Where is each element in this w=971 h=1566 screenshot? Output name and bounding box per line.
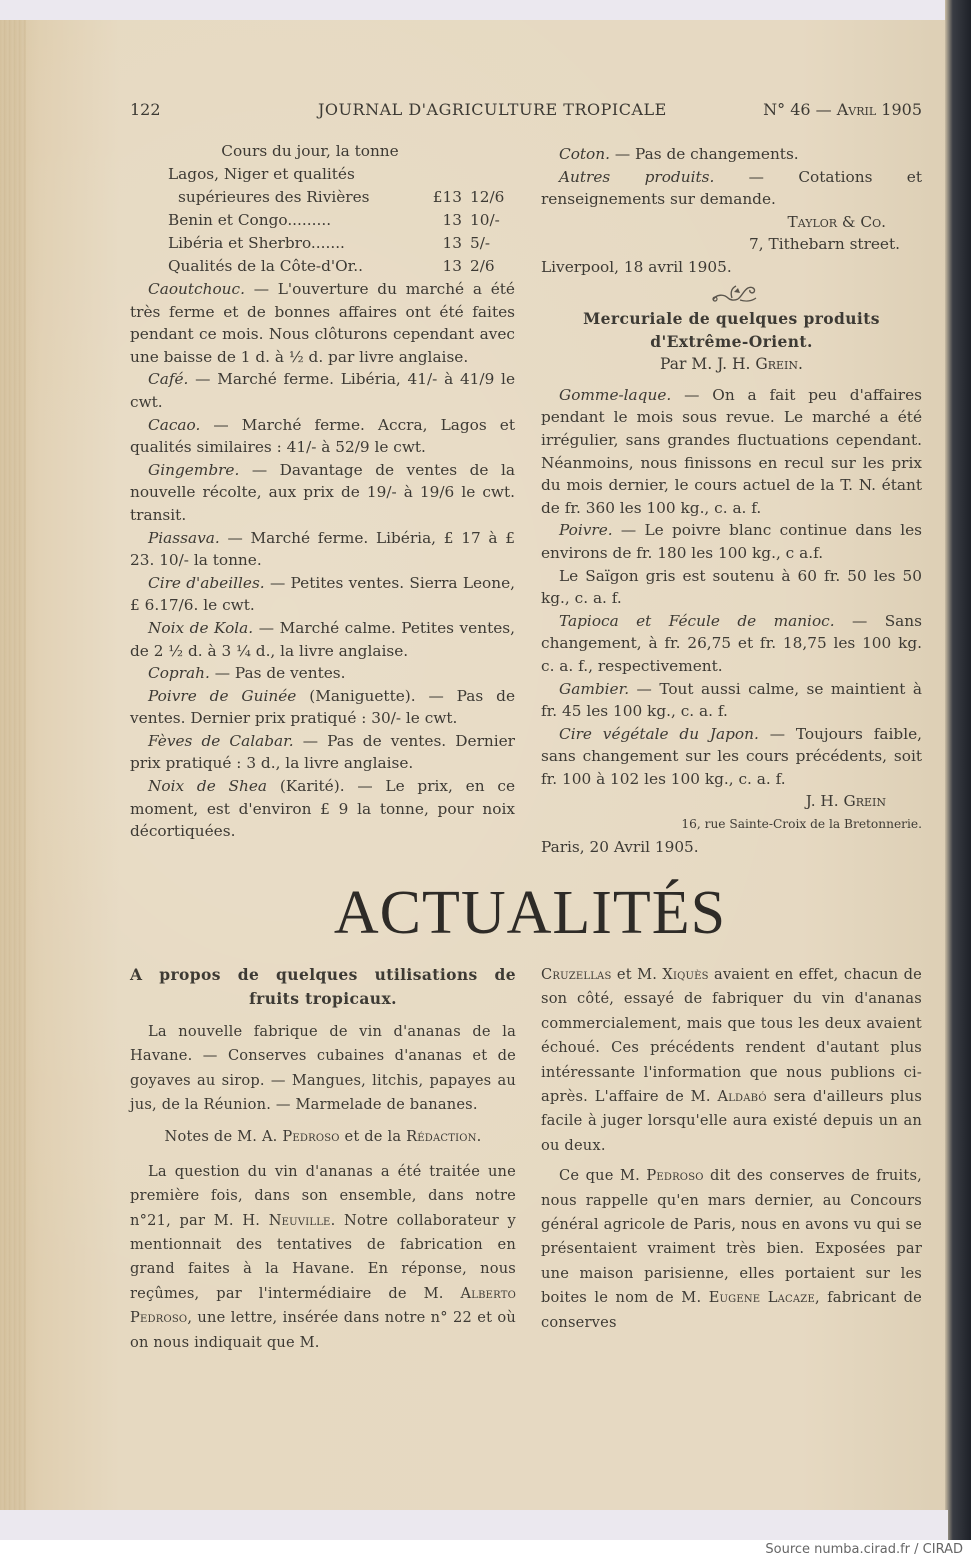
entry-caoutchouc: Caoutchouc. — L'ouverture du marché a été très ferme et de bonnes affaires ont été faites pendant ce mois. Nous clôturons cependant avec une baisse de 1 d. à ½ d. par livre anglaise. bbox=[130, 280, 515, 366]
entry-gingembre: Gingembre. — Davantage de ventes de la nouvelle récolte, aux prix de 19/- à 19/6 le cwt. transit. bbox=[130, 460, 515, 524]
article-paragraph: La question du vin d'ananas a été traitée une première fois, dans son ensemble, dans notre n°21, par M. H. Neuville. Notre collaborateur y mentionnait des tentatives de fabrication en grand faites à la Havane. En réponse, nous reçûmes, par l'intermédiaire de M. Alberto Pedroso, une lettre, insérée dans notre n° 22 et où on nous indiquait que M. bbox=[130, 1162, 516, 1351]
article-paragraph: Cruzellas et M. Xiquès avaient en effet, chacun de son côté, essayé de fabriquer du vin d'ananas commercialement, mais que tous les deux avaient échoué. Ces précédents rendent d'autant plus intéressante l'information que nous publions ci-après. L'affaire de M. Aldabó sera d'ailleurs plus facile à juger lorsqu'elle aura existé depuis un an ou deux. bbox=[541, 966, 923, 1154]
price-row: supérieures des Rivières £13 12/6 bbox=[178, 188, 505, 206]
article-summary: La nouvelle fabrique de vin d'ananas de la Havane. — Conserves cubaines d'ananas et de goyaves au sirop. — Mangues, litchis, papayes au jus, de la Réunion. — Marmelade de bananes. bbox=[130, 1022, 516, 1114]
market-report-right bbox=[541, 143, 922, 279]
entry-cire-vegetale: Cire végétale du Japon. — Toujours faible, sans changement sur les cours précédents, soit fr. 100 à 102 les 100 kg., c. a. f. bbox=[541, 724, 922, 788]
article-notes-credit: Notes de M. A. Pedroso et de la Rédaction. bbox=[164, 1128, 482, 1146]
price-row: Lagos, Niger et qualités bbox=[168, 165, 355, 183]
entry-cacao: Cacao. — Marché ferme. Accra, Lagos et qualités similaires : 41/- à 52/9 le cwt. bbox=[130, 415, 515, 457]
address-grein: 16, rue Sainte-Croix de la Bretonnerie. bbox=[681, 817, 922, 832]
dateline-liverpool: Liverpool, 18 avril 1905. bbox=[541, 257, 732, 276]
running-head bbox=[130, 100, 922, 122]
scan-background-top bbox=[0, 0, 971, 20]
entry-noix-kola: Noix de Kola. — Marché calme. Petites ventes, de 2 ½ d. à 3 ¼ d., la livre anglaise. bbox=[130, 618, 515, 660]
price-list-caption: Cours du jour, la tonne bbox=[221, 142, 399, 160]
price-list bbox=[130, 140, 520, 278]
page-number: 122 bbox=[130, 100, 161, 119]
fleuron-ornament-icon bbox=[710, 282, 760, 304]
entry-noix-shea: Noix de Shea (Karité). — Le prix, en ce moment, est d'environ £ 9 la tonne, pour noix décortiquées. bbox=[130, 777, 515, 841]
page-stack-edge bbox=[0, 20, 26, 1510]
article-paragraph: Ce que M. Pedroso dit des conserves de fruits, nous rappelle qu'en mars dernier, au Concours général agricole de Paris, nous en avons vu qui se présentaient vraiment très bien. Exposées par une maison parisienne, elles portaient sur les boites le nom de M. Eugene Lacaze, fabricant de conserves bbox=[541, 1167, 922, 1331]
article-title-line1: A propos de quelques utilisations de bbox=[130, 965, 516, 984]
mercuriale-section bbox=[541, 308, 922, 858]
entry-cire-abeilles: Cire d'abeilles. — Petites ventes. Sierra Leone, £ 6.17/6. le cwt. bbox=[130, 573, 516, 615]
dateline-paris: Paris, 20 Avril 1905. bbox=[541, 837, 699, 856]
article-title-line2: fruits tropicaux. bbox=[249, 989, 397, 1009]
entry-tapioca: Tapioca et Fécule de manioc. — Sans changement, à fr. 26,75 et fr. 18,75 les 100 kg. c. a. f., respectivement. bbox=[541, 611, 922, 675]
article-right-column bbox=[541, 963, 922, 1335]
entry-saigon: Le Saïgon gris est soutenu à 60 fr. 50 les 50 kg., c. a. f. bbox=[541, 566, 922, 608]
address-taylor: 7, Tithebarn street. bbox=[749, 235, 900, 254]
signature-grein: J. H. Grein bbox=[805, 792, 886, 811]
market-report-left bbox=[130, 278, 515, 843]
book-binding bbox=[945, 0, 971, 1540]
entry-poivre: Poivre. — Le poivre blanc continue dans les environs de fr. 180 les 100 kg., c a.f. bbox=[541, 521, 922, 562]
journal-title: JOURNAL D'AGRICULTURE TROPICALE bbox=[318, 100, 667, 119]
entry-coton: Coton. — Pas de changements. bbox=[559, 145, 799, 163]
issue-month: Avril bbox=[836, 100, 877, 119]
issue-info: N° 46 — Avril 1905 bbox=[763, 100, 922, 119]
entry-piassava: Piassava. — Marché ferme. Libéria, £ 17 à £ 23. 10/- la tonne. bbox=[130, 528, 515, 570]
price-row: Libéria et Sherbro....... 13 5/- bbox=[168, 234, 491, 252]
mercuriale-title-line1: Mercuriale de quelques produits bbox=[583, 309, 880, 328]
entry-gambier: Gambier. — Tout aussi calme, se maintient à fr. 45 les 100 kg., c. a. f. bbox=[541, 679, 922, 721]
section-title: ACTUALITÉS bbox=[333, 879, 727, 947]
entry-autres-produits: Autres produits. — Cotations et renseignements sur demande. bbox=[541, 167, 922, 209]
entry-cafe: Café. — Marché ferme. Libéria, 41/- à 41/9 le cwt. bbox=[130, 370, 515, 411]
entry-coprah: Coprah. — Pas de ventes. bbox=[148, 664, 346, 683]
mercuriale-byline: Par M. J. H. Grein. bbox=[660, 355, 803, 374]
signature-taylor: Taylor & Co. bbox=[787, 212, 886, 231]
source-credit: Source numba.cirad.fr / CIRAD bbox=[765, 1542, 963, 1557]
scan-background-bottom bbox=[0, 1510, 948, 1540]
article-left-column bbox=[130, 963, 516, 1355]
entry-gomme-laque: Gomme-laque. — On a fait peu d'affaires pendant le mois sous revue. Le marché a été irrégulier, sans grandes fluctuations cependant. Néanmoins, nous finissons en recul sur les prix du mois dernier, le cours actuel de la T. N. étant de fr. 360 les 100 kg., c. a. f. bbox=[541, 385, 922, 517]
mercuriale-title-line2: d'Extrême-Orient. bbox=[650, 331, 813, 351]
entry-poivre-guinee: Poivre de Guinée (Maniguette). — Pas de ventes. Dernier prix pratiqué : 30/- le cwt. bbox=[130, 686, 515, 728]
price-row: Qualités de la Côte-d'Or.. 13 2/6 bbox=[168, 257, 495, 275]
price-row: Benin et Congo......... 13 10/- bbox=[168, 211, 500, 229]
entry-feves-calabar: Fèves de Calabar. — Pas de ventes. Dernier prix pratiqué : 3 d., la livre anglaise. bbox=[130, 731, 515, 773]
